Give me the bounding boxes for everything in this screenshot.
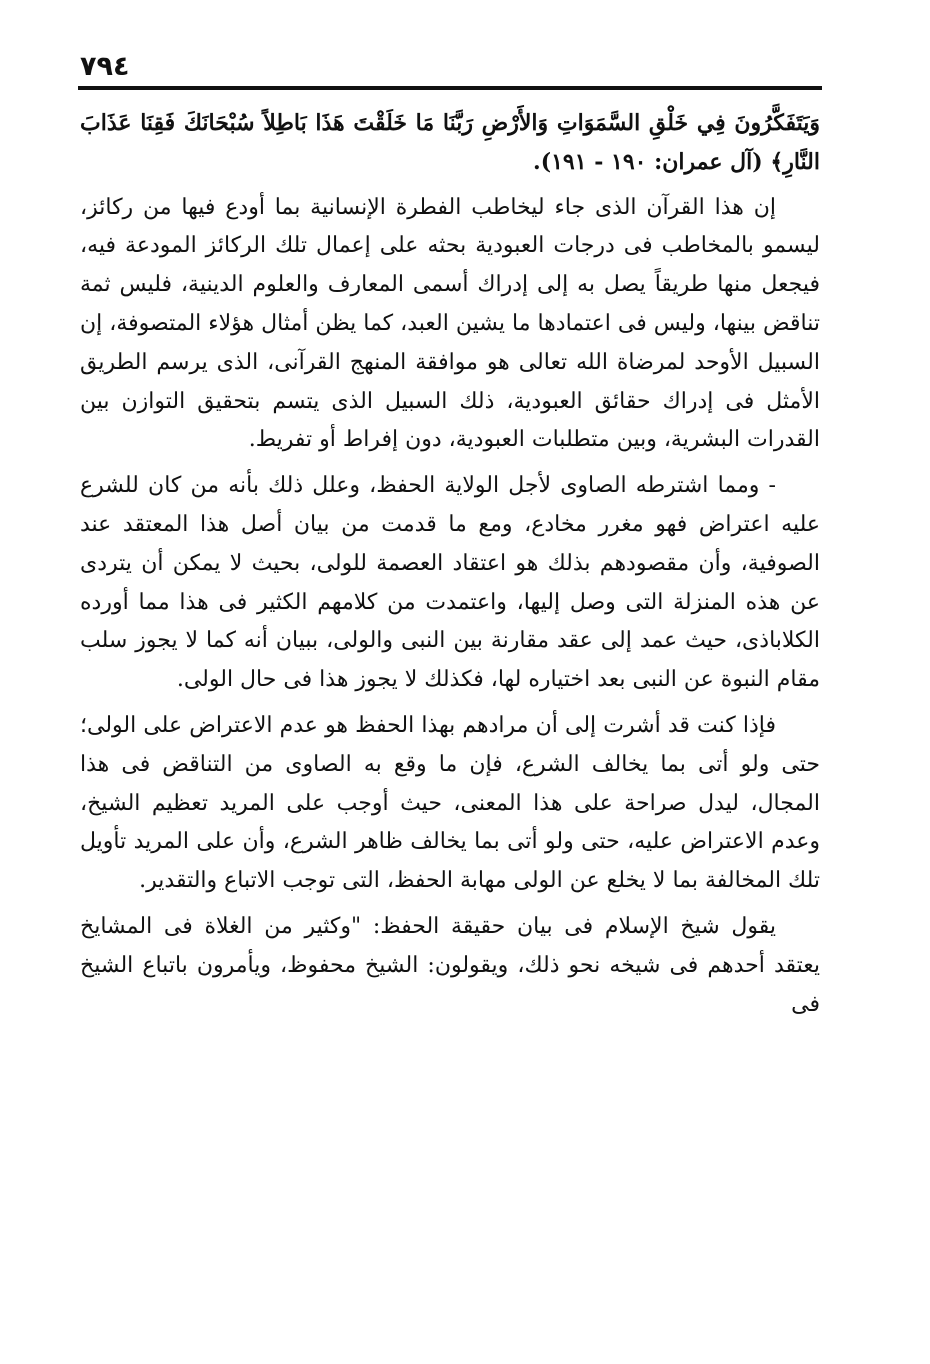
body-paragraph-1: إن هذا القرآن الذى جاء ليخاطب الفطرة الإنسانية بما أودع فيها من ركائز، ليسمو بالمخاطب فى درجات العبودية بحثه على إعمال تلك الركائز المودعة فيه، فيجعل منها طريقاً يصل به إلى إدراك أسمى المعارف والعلوم الدينية، فليس ثمة تناقض بينها، وليس فى اعتمادها ما يشين العبد، كما يظن أمثال هؤلاء المتصوفة، إن السبيل الأوحد لمرضاة الله تعالى هو موافقة المنهج القرآنى، الذى يرسم الطريق الأمثل فى إدراك حقائق العبودية، ذلك السبيل الذى يتسم بتحقيق التوازن بين القدرات البشرية، وبين متطلبات العبودية، دون إفراط أو تفريط. (80, 194, 820, 453)
body-paragraph-3: فإذا كنت قد أشرت إلى أن مرادهم بهذا الحفظ هو عدم الاعتراض على الولى؛ حتى ولو أتى بما يخالف الشرع، فإن ما وقع به الصاوى من التناقض فى هذا المجال، ليدل صراحة على هذا المعنى، حيث أوجب على المريد تعظيم الشيخ، وعدم الاعتراض عليه، حتى ولو أتى بما يخالف ظاهر الشرع، وأن على المريد تأويل تلك المخالفة بما لا يخلع عن الولى مهابة الحفظ، التى توجب الاتباع والتقدير. (80, 712, 820, 894)
page-body (80, 104, 820, 1024)
page-number: ٧٩٤ (80, 51, 130, 82)
verse-paragraph: وَيَتَفَكَّرُونَ فِي خَلْقِ السَّمَوَاتِ وَالأَرْضِ رَبَّنَا مَا خَلَقْتَ هَذَا بَاطِلاً سُبْحَانَكَ فَقِنَا عَذَابَ النَّارِ﴾ (آل عمران: ١٩٠ - ١٩١). (80, 110, 820, 175)
body-paragraph-2: - ومما اشترطه الصاوى لأجل الولاية الحفظ، وعلل ذلك بأنه من كان للشرع عليه اعتراض فهو مغرر مخادع، ومع ما قدمت من بيان أصل هذا المعتقد عند الصوفية، وأن مقصودهم بذلك هو اعتقاد العصمة للولى، بحيث لا يمكن أن يتردى عن هذه المنزلة التى وصل إليها، واعتمدت من كلامهم الكثير فى هذا مما أورده الكلاباذى، حيث عمد إلى عقد مقارنة بين النبى والولى، ببيان أنه كما لا يجوز سلب مقام النبوة عن النبى بعد اختياره لها، فكذلك لا يجوز هذا فى حال الولى. (80, 473, 820, 693)
header-rule (78, 86, 822, 90)
body-paragraph-4: يقول شيخ الإسلام فى بيان حقيقة الحفظ: "وكثير من الغلاة فى المشايخ يعتقد أحدهم فى شيخه نحو ذلك، ويقولون: الشيخ محفوظ، ويأمرون باتباع الشيخ فى (80, 913, 820, 1017)
